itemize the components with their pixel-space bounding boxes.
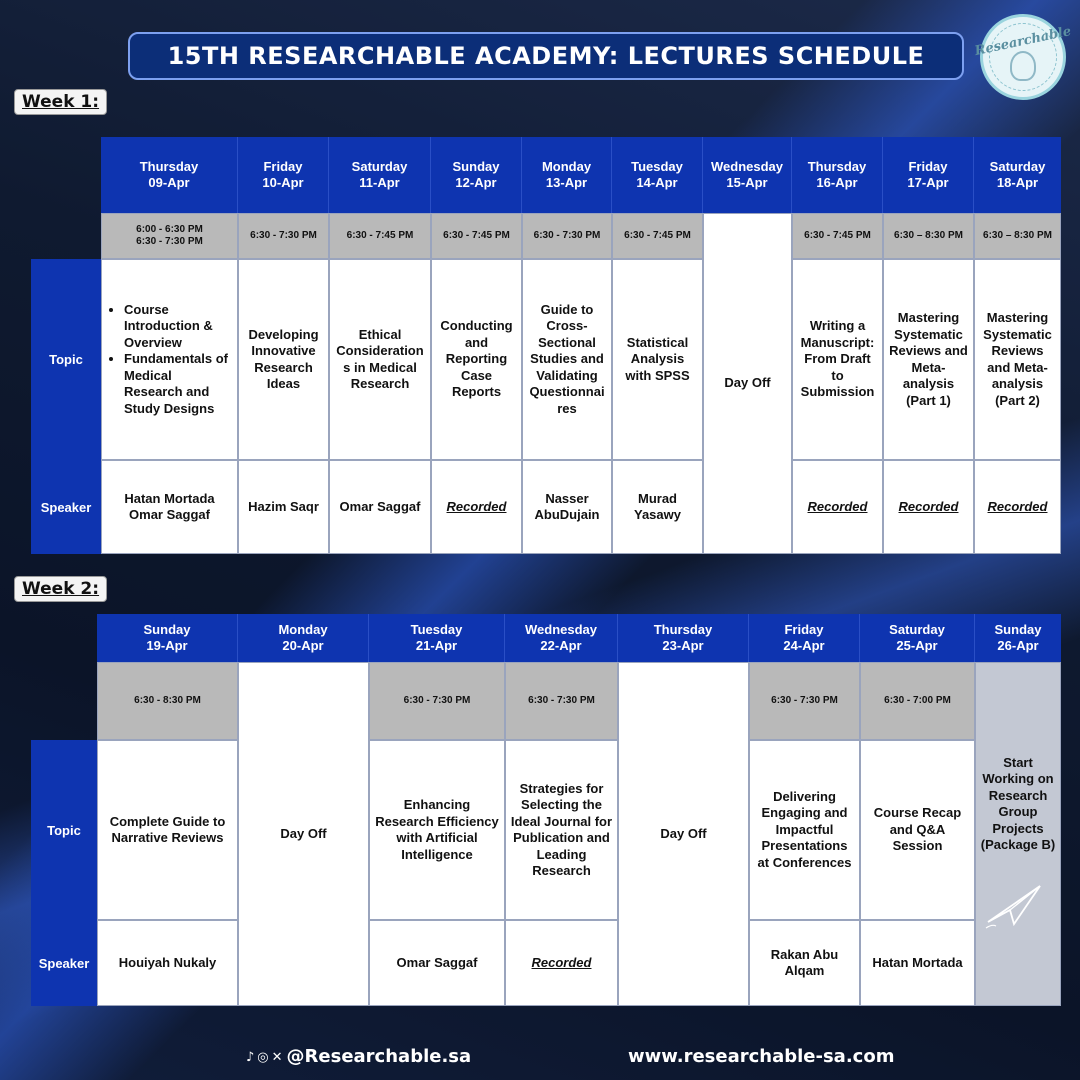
week2-day-header: Monday 20-Apr — [238, 614, 369, 662]
website-link[interactable]: www.researchable-sa.com — [628, 1046, 895, 1067]
week2-speaker-cell: Omar Saggaf — [369, 920, 505, 1006]
week2-topic-cell: Delivering Engaging and Impactful Presentations at Conferences — [749, 740, 860, 920]
week1-speaker-cell: Recorded — [431, 460, 522, 554]
week1-speaker-cell: Nasser AbuDujain — [522, 460, 612, 554]
week2-time-slot: 6:30 - 7:30 PM — [749, 662, 860, 740]
page-title: 15TH RESEARCHABLE ACADEMY: LECTURES SCHEDULE — [128, 32, 964, 80]
week2-day-off-cell: Day Off — [618, 662, 749, 1006]
week2-day-header: Wednesday 22-Apr — [505, 614, 618, 662]
week1-speaker-row-label: Speaker — [31, 460, 101, 554]
week1-day-header: Saturday 11-Apr — [329, 137, 431, 213]
x-icon[interactable]: ✕ — [271, 1049, 283, 1065]
week1-day-header: Thursday 09-Apr — [101, 137, 238, 213]
week2-label: Week 2: — [14, 576, 107, 602]
week1-topic-cell: Mastering Systematic Reviews and Meta-analysis (Part 1) — [883, 259, 974, 460]
week1-day-header: Thursday 16-Apr — [792, 137, 883, 213]
week1-topic-cell: Statistical Analysis with SPSS — [612, 259, 703, 460]
instagram-icon[interactable]: ◎ — [257, 1049, 269, 1065]
week2-project-cell — [975, 662, 1061, 1006]
week1-speaker-cell: Recorded — [974, 460, 1061, 554]
week1-time-slot: 6:30 – 8:30 PM — [883, 213, 974, 259]
week2-day-header: Tuesday 21-Apr — [369, 614, 505, 662]
week1-speaker-cell: Hatan Mortada Omar Saggaf — [101, 460, 238, 554]
week1-speaker-cell: Recorded — [883, 460, 974, 554]
week2-time-slot: 6:30 - 7:30 PM — [369, 662, 505, 740]
week1-time-slot: 6:30 - 7:30 PM — [238, 213, 329, 259]
week2-topic-row-label: Topic — [31, 740, 97, 920]
week2-speaker-row-label: Speaker — [31, 920, 97, 1006]
week2-time-slot: 6:30 - 7:00 PM — [860, 662, 975, 740]
week2-time-slot: 6:30 - 7:30 PM — [505, 662, 618, 740]
week1-time-slot: 6:00 - 6:30 PM 6:30 - 7:30 PM — [101, 213, 238, 259]
logo-wordmark: Researchable — [973, 23, 1073, 59]
week1-day-header: Sunday 12-Apr — [431, 137, 522, 213]
topic-bullet: • Course Introduction & Overview — [124, 302, 233, 352]
week2-speaker-cell: Recorded — [505, 920, 618, 1006]
week2-speaker-cell: Houiyah Nukaly — [97, 920, 238, 1006]
week1-day-off-cell: Day Off — [703, 213, 792, 554]
week1-speaker-cell: Recorded — [792, 460, 883, 554]
week2-day-header: Saturday 25-Apr — [860, 614, 975, 662]
week1-day-header: Saturday 18-Apr — [974, 137, 1061, 213]
week1-time-slot: 6:30 - 7:45 PM — [431, 213, 522, 259]
week2-topic-cell: Complete Guide to Narrative Reviews — [97, 740, 238, 920]
week1-topic-cell — [101, 259, 238, 460]
week1-speaker-cell: Murad Yasawy — [612, 460, 703, 554]
week2-topic-cell: Strategies for Selecting the Ideal Journal for Publication and Leading Research — [505, 740, 618, 920]
week1-day-header: Monday 13-Apr — [522, 137, 612, 213]
week1-topic-cell: Writing a Manuscript: From Draft to Submission — [792, 259, 883, 460]
week2-time-slot: 6:30 - 8:30 PM — [97, 662, 238, 740]
week1-time-slot: 6:30 - 7:45 PM — [792, 213, 883, 259]
week1-speaker-cell: Omar Saggaf — [329, 460, 431, 554]
week1-topic-cell: Guide to Cross-Sectional Studies and Validating Questionnaires — [522, 259, 612, 460]
week2-speaker-cell: Hatan Mortada — [860, 920, 975, 1006]
week1-topic-cell: Ethical Considerations in Medical Research — [329, 259, 431, 460]
week1-day-header: Friday 10-Apr — [238, 137, 329, 213]
week2-topic-cell: Enhancing Research Efficiency with Artificial Intelligence — [369, 740, 505, 920]
week1-speaker-cell: Hazim Saqr — [238, 460, 329, 554]
week1-topic-row-label: Topic — [31, 259, 101, 460]
tiktok-icon[interactable]: ♪ — [246, 1049, 255, 1065]
week1-time-slot: 6:30 - 7:45 PM — [612, 213, 703, 259]
week1-day-header: Friday 17-Apr — [883, 137, 974, 213]
week1-time-slot: 6:30 - 7:30 PM — [522, 213, 612, 259]
week2-topic-cell: Course Recap and Q&A Session — [860, 740, 975, 920]
paper-plane-icon — [984, 880, 1044, 930]
topic-bullet: • Fundamentals of Medical Research and Study Designs — [124, 351, 233, 417]
week2-day-off-cell: Day Off — [238, 662, 369, 1006]
week2-speaker-cell: Rakan Abu Alqam — [749, 920, 860, 1006]
week2-day-header: Sunday 19-Apr — [97, 614, 238, 662]
week1-topic-cell: Conducting and Reporting Case Reports — [431, 259, 522, 460]
researchable-logo — [973, 14, 1073, 100]
handle-text[interactable]: @Researchable.sa — [286, 1046, 472, 1067]
social-handle[interactable] — [246, 1046, 471, 1067]
week1-time-slot: 6:30 - 7:45 PM — [329, 213, 431, 259]
week1-topic-cell: Developing Innovative Research Ideas — [238, 259, 329, 460]
project-text: Start Working on Research Group Projects (Package B) — [980, 754, 1056, 852]
week1-time-slot: 6:30 – 8:30 PM — [974, 213, 1061, 259]
week2-day-header: Thursday 23-Apr — [618, 614, 749, 662]
week1-topic-cell: Mastering Systematic Reviews and Meta-analysis (Part 2) — [974, 259, 1061, 460]
week2-day-header: Friday 24-Apr — [749, 614, 860, 662]
week1-day-header: Wednesday 15-Apr — [703, 137, 792, 213]
week2-day-header: Sunday 26-Apr — [975, 614, 1061, 662]
week1-label: Week 1: — [14, 89, 107, 115]
week1-day-header: Tuesday 14-Apr — [612, 137, 703, 213]
